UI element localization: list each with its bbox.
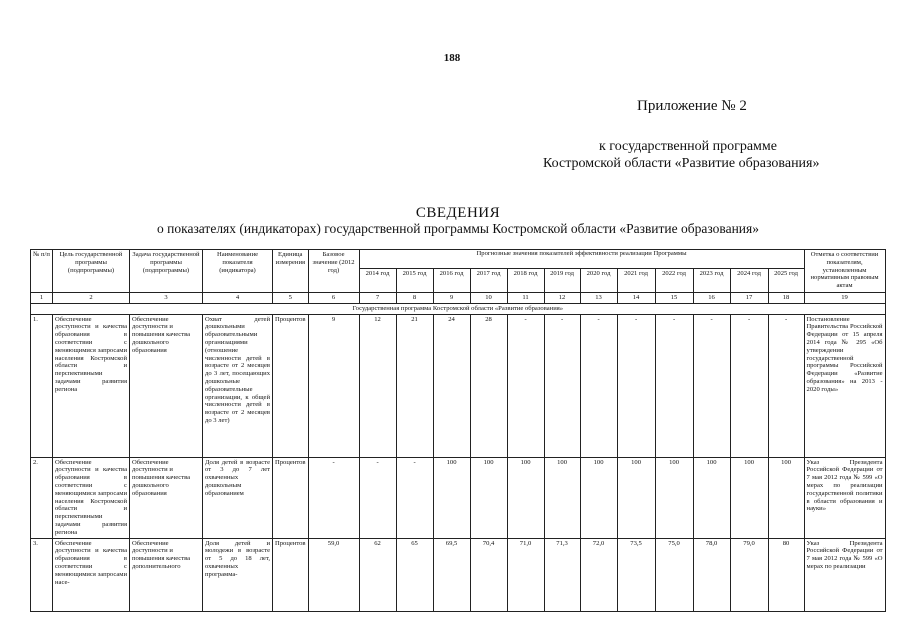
column-number: 11 — [507, 293, 544, 304]
row-note: Указ Президента Российской Федерации от 7 мая 2012 года № 599 «О мерах по реализации государственной политики в области образования и науки» — [804, 457, 885, 538]
row-num: 2. — [31, 457, 53, 538]
appendix-subtitle-line2: Костромской области «Развитие образования» — [543, 156, 820, 171]
row-year-value: - — [507, 314, 544, 457]
row-year-value: 80 — [768, 538, 804, 611]
row-num: 3. — [31, 538, 53, 611]
header-note: Отметка о соответствии показателям, установленным нормативным правовым актам — [804, 250, 885, 293]
header-year: 2025 год — [768, 269, 804, 293]
row-year-value: 79,0 — [730, 538, 768, 611]
row-note: Указ Президента Российской Федерации от 7 мая 2012 года № 599 «О мерах по реализации — [804, 538, 885, 611]
column-number: 6 — [308, 293, 359, 304]
column-number: 18 — [768, 293, 804, 304]
row-year-value: 100 — [433, 457, 470, 538]
row-indicator: Доля детей в возрасте от 3 до 7 лет охваченных дошкольным образованием — [203, 457, 273, 538]
row-indicator: Охват детей дошкольными образовательными организациями (отношение численности детей в возрасте от 2 месяцев до 3 лет, посещающих дошкольные образовательные организации, к общей численности детей в возрасте от 2 месяцев до 3 лет) — [203, 314, 273, 457]
column-number: 10 — [470, 293, 507, 304]
row-base-value: 9 — [308, 314, 359, 457]
row-year-value: 12 — [359, 314, 396, 457]
row-year-value: - — [617, 314, 655, 457]
row-year-value: - — [544, 314, 580, 457]
column-number: 2 — [53, 293, 130, 304]
section-row — [31, 303, 886, 314]
header-year: 2018 год — [507, 269, 544, 293]
row-year-value: 24 — [433, 314, 470, 457]
row-year-value: - — [359, 457, 396, 538]
row-unit: Процентов — [273, 538, 309, 611]
column-number: 1 — [31, 293, 53, 304]
row-year-value: 28 — [470, 314, 507, 457]
page-number: 188 — [443, 52, 461, 64]
column-number: 15 — [655, 293, 693, 304]
header-year: 2021 год — [617, 269, 655, 293]
header-year: 2023 год — [693, 269, 730, 293]
table-row — [31, 457, 886, 538]
row-indicator: Доля детей и молодежи в возрасте от 5 до 18 лет, охваченных программа- — [203, 538, 273, 611]
header-num: № п/п — [31, 250, 53, 293]
header-year: 2017 год — [470, 269, 507, 293]
column-number: 17 — [730, 293, 768, 304]
row-year-value: 100 — [768, 457, 804, 538]
row-year-value: 78,0 — [693, 538, 730, 611]
row-note: Постановление Правительства Российской Федерации от 15 апреля 2014 года № 295 «Об утверждении государственной программы Российской Федерации «Развитие образования» на 2013 - 2020 годы» — [804, 314, 885, 457]
row-task: Обеспечение доступности и повышения качества дошкольного образования — [130, 457, 203, 538]
appendix-subtitle-line1: к государственной программе — [599, 139, 777, 154]
column-number: 13 — [580, 293, 617, 304]
section-title: Государственная программа Костромской области «Развитие образования» — [31, 303, 886, 314]
indicators-table — [30, 249, 886, 612]
header-goal: Цель государственной программы (подпрограммы) — [53, 250, 130, 293]
row-year-value: 100 — [507, 457, 544, 538]
header-unit: Единица измерения — [273, 250, 309, 293]
row-goal: Обеспечение доступности и качества образования в соответствии с меняющимися запросами насе- — [53, 538, 130, 611]
document-title: СВЕДЕНИЯ — [415, 205, 501, 221]
row-unit: Процентов — [273, 314, 309, 457]
column-number: 19 — [804, 293, 885, 304]
header-year: 2014 год — [359, 269, 396, 293]
row-year-value: - — [396, 457, 433, 538]
row-year-value: 71,3 — [544, 538, 580, 611]
row-goal: Обеспечение доступности и качества образования в соответствии с меняющимися запросами населения Костромской области и перспективными задачами развития региона — [53, 314, 130, 457]
row-year-value: 70,4 — [470, 538, 507, 611]
row-year-value: 100 — [470, 457, 507, 538]
header-year: 2019 год — [544, 269, 580, 293]
header-year: 2020 год — [580, 269, 617, 293]
row-year-value: - — [730, 314, 768, 457]
column-number: 5 — [273, 293, 309, 304]
column-number: 14 — [617, 293, 655, 304]
column-number: 12 — [544, 293, 580, 304]
row-year-value: 73,5 — [617, 538, 655, 611]
header-year: 2015 год — [396, 269, 433, 293]
row-unit: Процентов — [273, 457, 309, 538]
header-year: 2024 год — [730, 269, 768, 293]
row-year-value: 69,5 — [433, 538, 470, 611]
row-year-value: 100 — [693, 457, 730, 538]
row-year-value: 75,0 — [655, 538, 693, 611]
header-year: 2022 год — [655, 269, 693, 293]
row-year-value: 65 — [396, 538, 433, 611]
column-number-row — [31, 293, 886, 304]
header-forecast-group: Прогнозные значения показателей эффективности реализации Программы — [359, 250, 804, 269]
row-year-value: 100 — [544, 457, 580, 538]
column-number: 16 — [693, 293, 730, 304]
header-indicator: Наименование показателя (индикатора) — [203, 250, 273, 293]
table-row — [31, 538, 886, 611]
row-year-value: 100 — [655, 457, 693, 538]
header-year: 2016 год — [433, 269, 470, 293]
column-number: 7 — [359, 293, 396, 304]
row-year-value: 62 — [359, 538, 396, 611]
row-base-value: 59,0 — [308, 538, 359, 611]
header-base-value: Базовое значение (2012 год) — [308, 250, 359, 293]
row-year-value: 100 — [617, 457, 655, 538]
row-num: 1. — [31, 314, 53, 457]
row-year-value: 21 — [396, 314, 433, 457]
row-year-value: 71,0 — [507, 538, 544, 611]
column-number: 9 — [433, 293, 470, 304]
row-task: Обеспечение доступности и повышения качества дополнительного — [130, 538, 203, 611]
document-subtitle: о показателях (индикаторах) государственной программы Костромской области «Развитие образования» — [157, 221, 759, 236]
column-number: 3 — [130, 293, 203, 304]
row-year-value: - — [768, 314, 804, 457]
row-year-value: - — [580, 314, 617, 457]
row-year-value: 100 — [730, 457, 768, 538]
row-year-value: 72,0 — [580, 538, 617, 611]
column-number: 8 — [396, 293, 433, 304]
row-goal: Обеспечение доступности и качества образования в соответствии с меняющимися запросами населения Костромской области и перспективными задачами развития региона — [53, 457, 130, 538]
table-row — [31, 314, 886, 457]
row-base-value: - — [308, 457, 359, 538]
header-task: Задача государственной программы (подпрограммы) — [130, 250, 203, 293]
row-task: Обеспечение доступности и повышения качества дошкольного образования — [130, 314, 203, 457]
row-year-value: - — [693, 314, 730, 457]
header-row — [31, 250, 886, 269]
appendix-title: Приложение № 2 — [637, 98, 747, 114]
column-number: 4 — [203, 293, 273, 304]
row-year-value: 100 — [580, 457, 617, 538]
row-year-value: - — [655, 314, 693, 457]
